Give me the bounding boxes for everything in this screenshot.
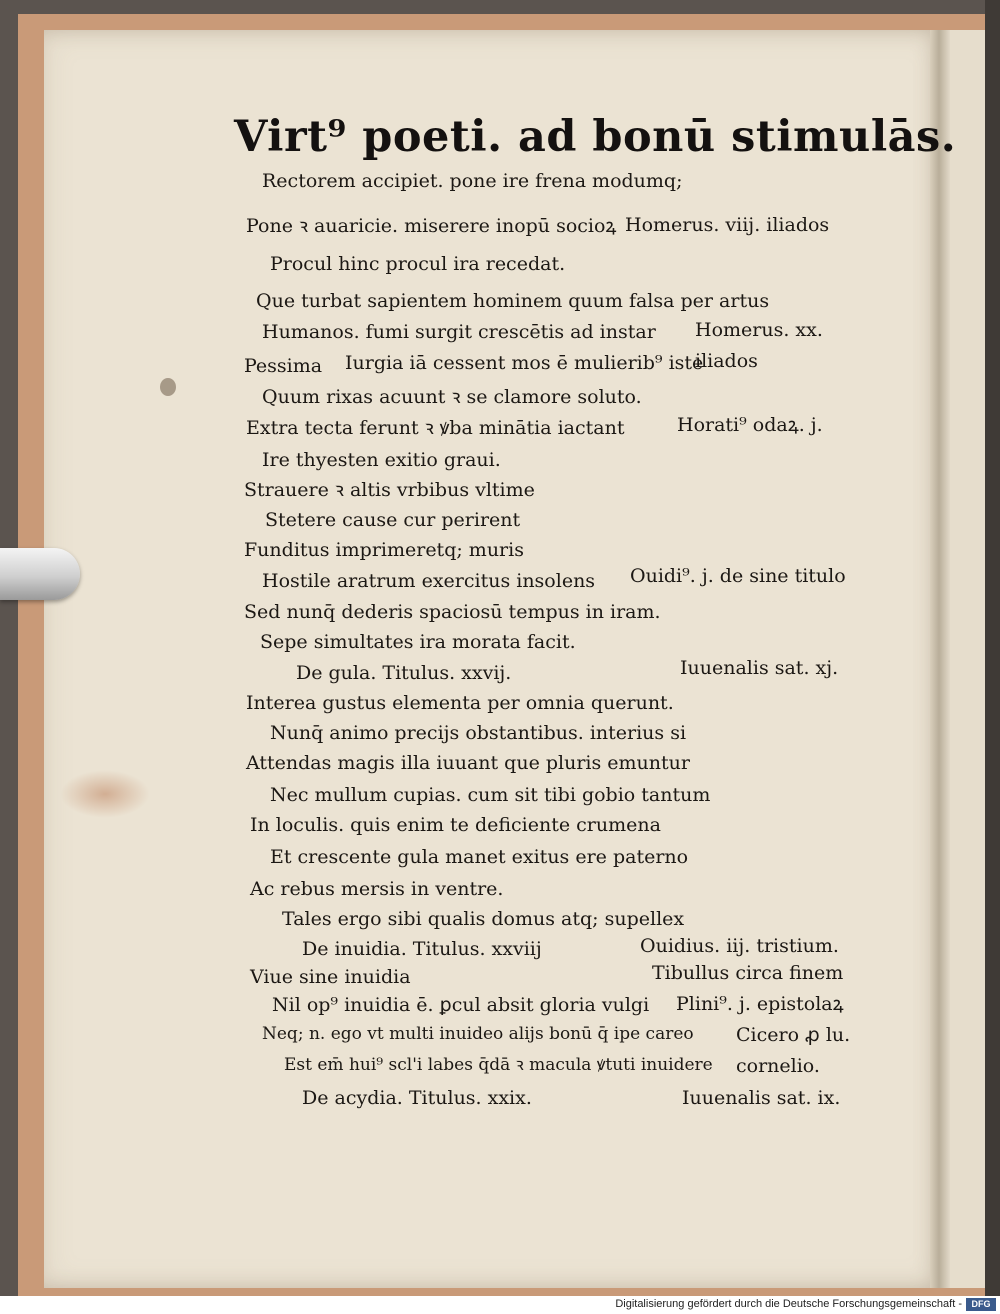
text-line: Rectorem accipiet. pone ire frena modumq; [262,170,683,192]
text-line: Nec mullum cupias. cum sit tibi gobio tantum [270,784,711,806]
text-line: Nil op⁹ inuidia ē. ꝑcul absit gloria vulgi [272,994,650,1016]
text-line: Sepe simultates ira morata facit. [260,631,576,653]
text-line: Tales ergo sibi qualis domus atq; supellex [282,908,685,930]
text-line: Strauere ꝛ altis vrbibus vltime [244,479,535,501]
text-line: Iurgia iā cessent mos ē mulierib⁹ iste [345,352,704,374]
text-line: Extra tecta ferunt ꝛ ꝟba minātia iactant [246,417,625,439]
scan-right-edge [985,0,1000,1296]
text-line: In loculis. quis enim te deficiente crumena [250,814,661,836]
section-title: De acydia. Titulus. xxix. [302,1087,532,1109]
text-line: Quum rixas acuunt ꝛ se clamore soluto. [262,386,642,408]
marginal-note: Homerus. xx. [695,319,823,341]
marginal-note: Ouidius. iij. tristium. [640,935,839,957]
section-title: De inuidia. Titulus. xxviij [302,938,542,960]
text-line: Pone ꝛ auaricie. miserere inopū socioꝝ [246,215,617,237]
text-line: Sed nunq̄ dederis spaciosū tempus in iram. [244,601,661,623]
book-gutter [930,30,950,1288]
text-line: Funditus imprimeretq; muris [244,539,524,561]
marginal-note: Homerus. viij. iliados [625,214,830,236]
footer-credit: Digitalisierung gefördert durch die Deutsche Forschungsgemeinschaft - [615,1298,962,1310]
text-line: Et crescente gula manet exitus ere paterno [270,846,689,868]
text-line: Pessima [244,355,323,377]
text-line: Interea gustus elementa per omnia querunt. [246,692,674,714]
text-line: Hostile aratrum exercitus insolens [262,570,596,592]
marginal-note: iliados [695,350,758,372]
text-line: Est em̄ hui⁹ scl'i labes q̄dā ꝛ macula ꝟtuti inuidere [284,1055,713,1075]
text-line: Ire thyesten exitio graui. [262,449,501,471]
marginal-note: Ouidi⁹. j. de sine titulo [630,565,846,587]
marginal-note: Tibullus circa finem [652,962,844,984]
text-line: Humanos. fumi surgit crescētis ad instar [262,321,656,343]
rust-stain [60,770,150,818]
dfg-logo: DFG [966,1298,996,1311]
text-line: Nunq̄ animo precijs obstantibus. interius si [270,722,687,744]
text-line: Viue sine inuidia [250,966,411,988]
page-heading: Virt⁹ poeti. ad bonū stimulās. [234,112,957,162]
text-line: Ac rebus mersis in ventre. [250,878,504,900]
marginal-note: cornelio. [736,1055,820,1077]
footer-bar [0,1296,1000,1314]
text-line: Attendas magis illa iuuant que pluris emuntur [246,752,690,774]
marginal-note: Iuuenalis sat. ix. [682,1087,841,1109]
page-clip [0,548,80,600]
marginal-note: Cicero ꝓ lu. [736,1024,851,1046]
text-line: Stetere cause cur perirent [265,509,521,531]
ink-stain [160,378,176,396]
text-line: Neq; n. ego vt multi inuideo alijs bonū q̄ ipe careo [262,1024,694,1044]
marginal-note: Iuuenalis sat. xj. [680,657,839,679]
section-title: De gula. Titulus. xxvij. [296,662,512,684]
marginal-note: Horati⁹ odaꝝ. j. [677,414,823,436]
marginal-note: Plini⁹. j. epistolaꝝ [676,993,844,1015]
text-line: Procul hinc procul ira recedat. [270,253,566,275]
text-line: Que turbat sapientem hominem quum falsa per artus [256,290,770,312]
